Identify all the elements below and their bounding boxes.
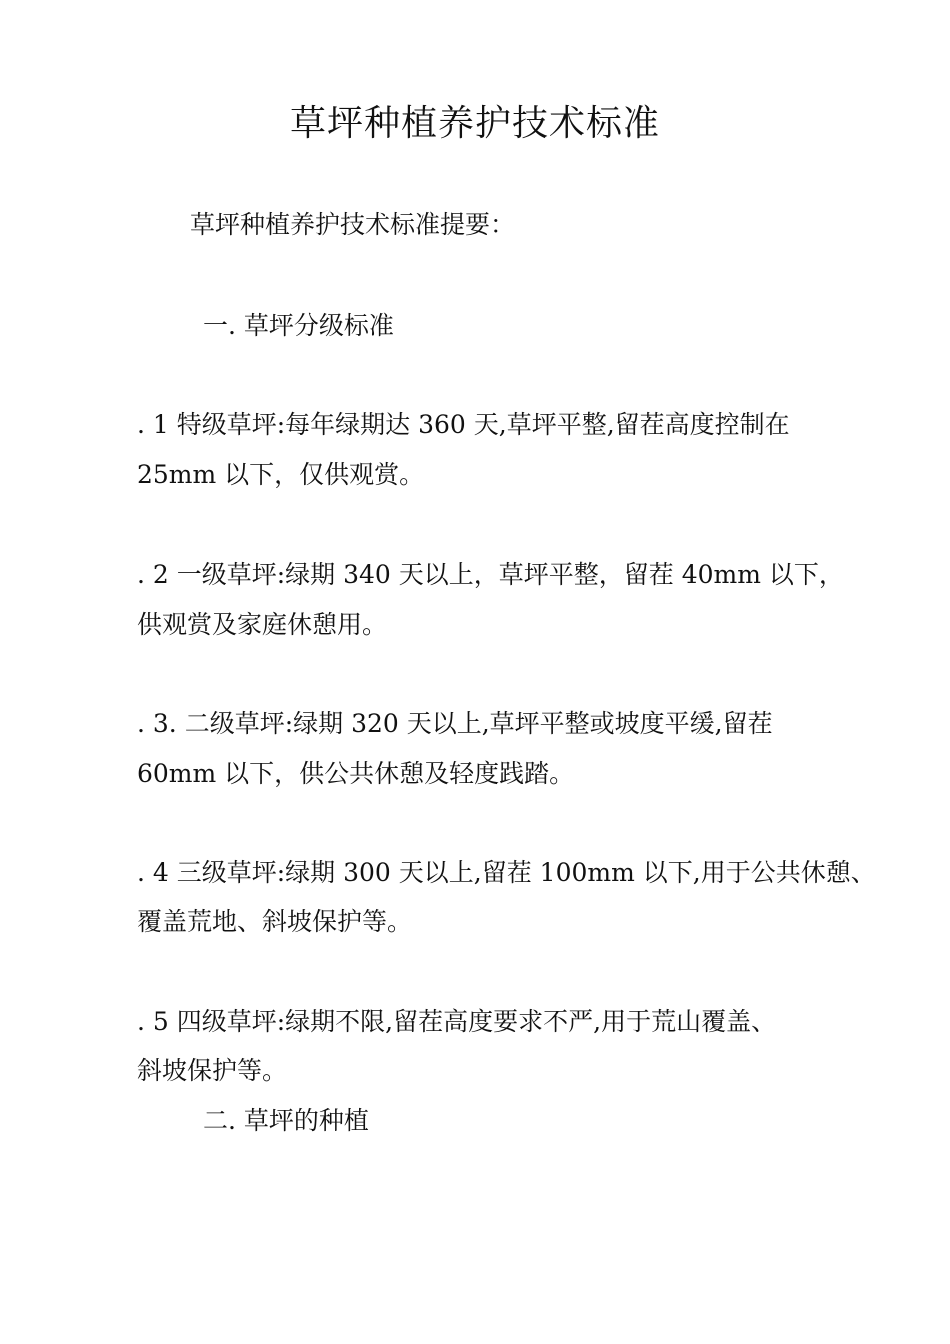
item-2-line-1: . 2 一级草坪:绿期 340 天以上，草坪平整，留茬 40mm 以下， — [137, 560, 844, 589]
section-heading-planting: 二. 草坪的种植 — [203, 1106, 369, 1135]
item-4-line-1: . 4 三级草坪:绿期 300 天以上,留茬 100mm 以下,用于公共休憩、 — [137, 858, 876, 887]
item-1-line-2: 25mm 以下，仅供观赏。 — [137, 460, 425, 489]
item-3-line-2: 60mm 以下，供公共休憩及轻度践踏。 — [137, 759, 575, 788]
item-1-line-1: . 1 特级草坪:每年绿期达 360 天,草坪平整,留茬高度控制在 — [137, 410, 790, 439]
intro-text: 草坪种植养护技术标准提要： — [190, 210, 516, 239]
item-5-line-1: . 5 四级草坪:绿期不限,留茬高度要求不严,用于荒山覆盖、 — [137, 1007, 777, 1036]
section-heading-grading: 一. 草坪分级标准 — [203, 311, 394, 340]
item-2-line-2: 供观赏及家庭休憩用。 — [137, 610, 388, 639]
item-5-line-2: 斜坡保护等。 — [137, 1056, 288, 1085]
item-3-line-1: . 3. 二级草坪:绿期 320 天以上,草坪平整或坡度平缓,留茬 — [137, 709, 773, 738]
page-title: 草坪种植养护技术标准 — [289, 103, 660, 144]
item-4-line-2: 覆盖荒地、斜坡保护等。 — [137, 907, 413, 936]
